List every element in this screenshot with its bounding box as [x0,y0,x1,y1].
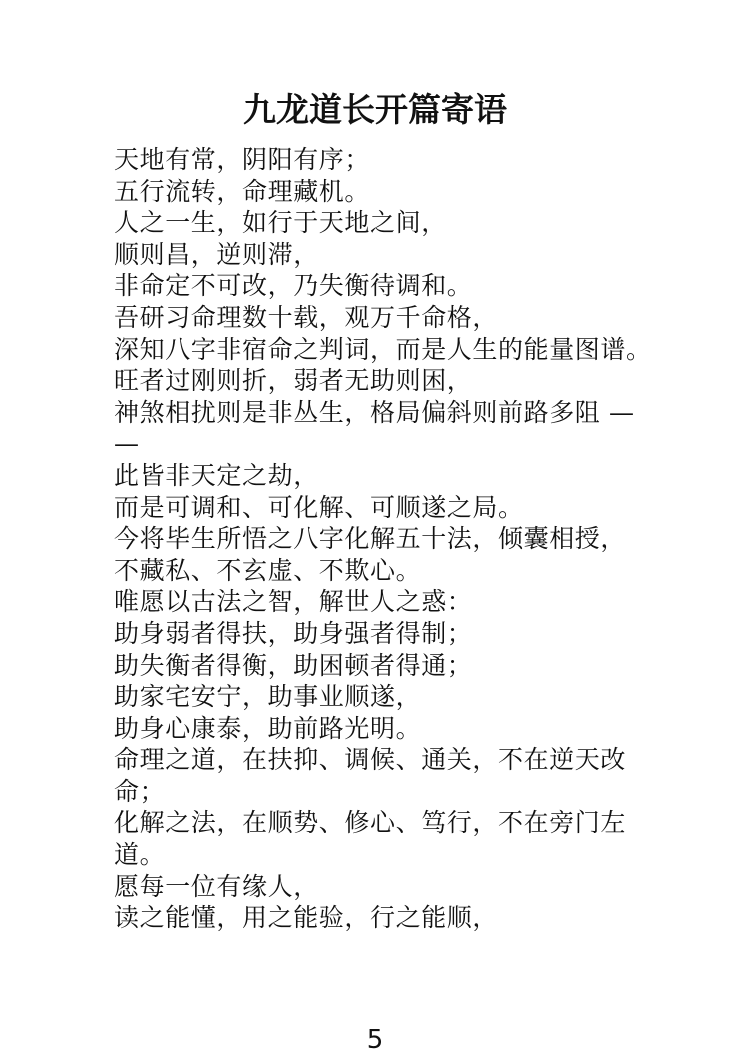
text-line: 助身弱者得扶，助身强者得制； [114,618,473,648]
text-line: 助身心康泰，助前路光明。 [114,713,422,743]
text-line: 助家宅安宁，助事业顺遂， [114,682,422,712]
page-title: 九龙道长开篇寄语 [243,90,507,129]
text-line: 五行流转，命理藏机。 [114,176,371,206]
text-line: 化解之法，在顺势、修心、笃行，不在旁门左 [114,808,627,838]
text-line: 今将毕生所悟之八字化解五十法，倾囊相授， [114,524,627,554]
text-line: 唯愿以古法之智，解世人之惑： [114,587,473,617]
text-line: 旺者过刚则折，弱者无助则困， [114,366,473,396]
text-line: 愿每一位有缘人， [114,871,319,901]
text-line: 人之一生，如行于天地之间， [114,208,447,238]
text-line: 读之能懂，用之能验，行之能顺， [114,903,499,933]
text-line: 天地有常，阴阳有序； [114,145,371,174]
text-line: 助失衡者得衡，助困顿者得通； [114,650,473,680]
text-line: 此皆非天定之劫， [114,460,319,490]
page-number: 5 [366,1025,384,1055]
body-text [114,144,652,934]
text-line: 非命定不可改，乃失衡待调和。 [114,271,473,301]
text-line: 吾研习命理数十载，观万千命格， [114,302,499,332]
text-line: 不藏私、不玄虚、不欺心。 [114,555,422,585]
text-line: 道。 [114,840,166,870]
text-line: 顺则昌，逆则滞， [114,239,319,269]
text-line: 神煞相扰则是非丛生，格局偏斜则前路多阻 — [114,397,635,427]
text-line: 深知八字非宿命之判词，而是人生的能量图谱。 [114,334,652,364]
text-line: — [114,429,140,459]
text-line: 命； [114,776,166,806]
text-line: 而是可调和、可化解、可顺遂之局。 [114,492,524,522]
text-line: 命理之道，在扶抑、调候、通关，不在逆天改 [114,745,627,775]
